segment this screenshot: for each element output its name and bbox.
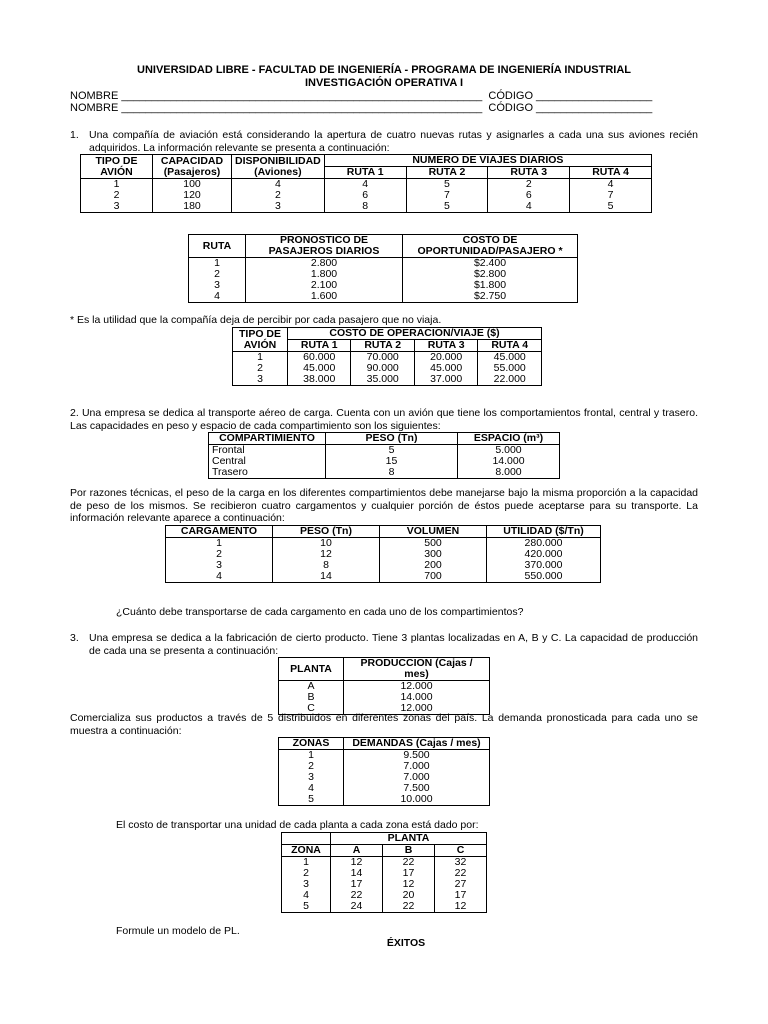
th-ruta-2: RUTA 2 (406, 167, 488, 179)
cell: 10.000 (344, 794, 490, 806)
cell: 700 (380, 571, 487, 583)
cell: 12 (435, 901, 487, 913)
cell: 55.000 (478, 363, 542, 374)
cell: 550.000 (487, 571, 601, 583)
problem-3-instruction: Formule un modelo de PL. (116, 925, 240, 937)
table-row (209, 467, 560, 479)
cell: 17 (435, 890, 487, 901)
cell: 15 (326, 456, 458, 467)
cell: $2.400 (403, 258, 578, 270)
operating-cost-table (232, 327, 542, 386)
th-a: A (331, 845, 383, 857)
cell: 12 (383, 879, 435, 890)
cell: 17 (331, 879, 383, 890)
cell: 200 (380, 560, 487, 571)
table-row (279, 794, 490, 806)
cell: C (279, 703, 344, 715)
cell: 17 (383, 868, 435, 879)
th-ruta-2b: RUTA 2 (351, 340, 414, 352)
cell: 5 (326, 445, 458, 457)
cell: 2.800 (246, 258, 403, 270)
th-ruta-4: RUTA 4 (570, 167, 652, 179)
cargo-table (165, 525, 601, 583)
th-peso-tn: PESO (Tn) (273, 526, 380, 538)
th-demandas: DEMANDAS (Cajas / mes) (344, 738, 490, 750)
th-costo-oportunidad: COSTO DE OPORTUNIDAD/PASAJERO * (403, 235, 578, 258)
cell: 45.000 (478, 352, 542, 364)
cell: 12 (331, 857, 383, 869)
cell: 45.000 (288, 363, 351, 374)
cell: 4 (282, 890, 331, 901)
cell: 4 (166, 571, 273, 583)
problem-3-text-3: El costo de transportar una unidad de cada planta a cada zona está dado por: (116, 819, 479, 831)
cell: 5.000 (458, 445, 560, 457)
cell: 2 (232, 190, 325, 201)
problem-3-text: Una empresa se dedica a la fabricación de cierto producto. Tiene 3 plantas localizadas en A, B y C. La capacidad de producción de cada una se presenta a continuación: (89, 632, 698, 657)
table-row (166, 571, 601, 583)
cell: 35.000 (351, 374, 414, 386)
cell: 8 (324, 201, 406, 213)
cell: 14 (273, 571, 380, 583)
cell: 4 (189, 291, 246, 303)
th-ruta-3: RUTA 3 (488, 167, 570, 179)
cell: 4 (324, 179, 406, 191)
cell: 12.000 (344, 703, 490, 715)
th-zona: ZONA (282, 845, 331, 857)
cell: 20 (383, 890, 435, 901)
problem-2-question: ¿Cuánto debe transportarse de cada cargamento en cada uno de los compartimientos? (116, 606, 524, 618)
problem-1-number: 1. (70, 129, 79, 141)
transport-cost-table (281, 832, 487, 913)
th-planta-header: PLANTA (331, 833, 487, 845)
cell: 1 (166, 538, 273, 550)
th-c: C (435, 845, 487, 857)
cell: 2 (233, 363, 288, 374)
cell: 7.500 (344, 783, 490, 794)
cell: 8 (326, 467, 458, 479)
problem-2-text: 2. Una empresa se dedica al transporte aéreo de carga. Cuenta con un avión que tiene los comportamientos frontal, central y trasero. Las capacidades en peso y espacio de cada compartimiento son los siguientes: (70, 407, 698, 432)
cell: 5 (406, 179, 488, 191)
table-row (282, 901, 487, 913)
cell: 22 (331, 890, 383, 901)
cell: 22.000 (478, 374, 542, 386)
cell: 7 (406, 190, 488, 201)
cell: B (279, 692, 344, 703)
cell: 2 (189, 269, 246, 280)
cell: 32 (435, 857, 487, 869)
cell: 500 (380, 538, 487, 550)
cell: 38.000 (288, 374, 351, 386)
problem-3-text-2: Comercializa sus productos a través de 5 distribuidos en diferentes zonas del país. La demanda pronosticada para cada uno se muestra a continuación: (70, 712, 698, 737)
cell: 3 (282, 879, 331, 890)
th-capacidad: CAPACIDAD (Pasajeros) (153, 155, 232, 179)
cell: 8.000 (458, 467, 560, 479)
th-volumen: VOLUMEN (380, 526, 487, 538)
cell: 60.000 (288, 352, 351, 364)
cell: 180 (153, 201, 232, 213)
cell: 8 (273, 560, 380, 571)
th-compartimiento: COMPARTIMIENTO (209, 433, 326, 445)
th-disponibilidad: DISPONIBILIDAD (Aviones) (232, 155, 325, 179)
cell: 90.000 (351, 363, 414, 374)
table-row (189, 291, 578, 303)
problem-3-number: 3. (70, 632, 79, 644)
cell: 2 (279, 761, 344, 772)
th-produccion: PRODUCCION (Cajas / mes) (344, 658, 490, 681)
cell: 5 (570, 201, 652, 213)
th-tipo-avion-2: TIPO DE AVIÓN (233, 328, 288, 352)
th-b: B (383, 845, 435, 857)
cell: 70.000 (351, 352, 414, 364)
th-peso: PESO (Tn) (326, 433, 458, 445)
plant-production-table (278, 657, 490, 715)
cell: 12 (273, 549, 380, 560)
cell: 5 (279, 794, 344, 806)
compartment-table (208, 432, 560, 479)
cell: 3 (166, 560, 273, 571)
cell: 4 (279, 783, 344, 794)
cell: 100 (153, 179, 232, 191)
cell: 7.000 (344, 761, 490, 772)
th-ruta-1: RUTA 1 (324, 167, 406, 179)
cell: $1.800 (403, 280, 578, 291)
th-empty (282, 833, 331, 845)
cell: 9.500 (344, 750, 490, 762)
cell: 2 (282, 868, 331, 879)
cell: 3 (81, 201, 153, 213)
cell: 22 (383, 901, 435, 913)
cell: 4 (488, 201, 570, 213)
cell: 2 (81, 190, 153, 201)
cell: 420.000 (487, 549, 601, 560)
cell: 45.000 (414, 363, 477, 374)
cell: 3 (232, 201, 325, 213)
cell: 2 (488, 179, 570, 191)
course-title: INVESTIGACIÓN OPERATIVA I (304, 77, 464, 89)
cell: 1 (279, 750, 344, 762)
th-ruta-4b: RUTA 4 (478, 340, 542, 352)
cell: 24 (331, 901, 383, 913)
aircraft-table (80, 154, 652, 213)
th-costo-operacion: COSTO DE OPERACION/VIAJE ($) (288, 328, 542, 340)
th-ruta-1b: RUTA 1 (288, 340, 351, 352)
cell: 12.000 (344, 681, 490, 693)
cell: 10 (273, 538, 380, 550)
th-utilidad: UTILIDAD ($/Tn) (487, 526, 601, 538)
cell: 1.800 (246, 269, 403, 280)
cell: 280.000 (487, 538, 601, 550)
cell: Trasero (209, 467, 326, 479)
th-tipo-avion: TIPO DE AVIÓN (81, 155, 153, 179)
name-code-row-2: NOMBRE ___________________________________________________________ CÓDIGO ___________________ (70, 102, 653, 114)
cell: 6 (488, 190, 570, 201)
cell: $2.750 (403, 291, 578, 303)
cell: 7 (570, 190, 652, 201)
cell: 1 (81, 179, 153, 191)
problem-2-text-2: Por razones técnicas, el peso de la carga en los diferentes compartimientos debe manejarse bajo la misma proporción a la capacidad de peso de los mismos. Se recibieron cuatro cargamentos y cualquier porción de éstos puede aceptarse para su transporte. La información relevante aparece a continuación: (70, 487, 698, 524)
cell: 14 (331, 868, 383, 879)
cell: 3 (189, 280, 246, 291)
cell: 7.000 (344, 772, 490, 783)
cell: 6 (324, 190, 406, 201)
th-ruta-3b: RUTA 3 (414, 340, 477, 352)
th-ruta: RUTA (189, 235, 246, 258)
cell: 4 (232, 179, 325, 191)
cell: 1 (282, 857, 331, 869)
cell: A (279, 681, 344, 693)
th-espacio: ESPACIO (m³) (458, 433, 560, 445)
name-code-row-1: NOMBRE ___________________________________________________________ CÓDIGO ___________________ (70, 90, 653, 102)
footnote: * Es la utilidad que la compañía deja de percibir por cada pasajero que no viaja. (70, 314, 442, 326)
cell: 3 (233, 374, 288, 386)
zone-demand-table (278, 737, 490, 806)
cell: Frontal (209, 445, 326, 457)
cell: 37.000 (414, 374, 477, 386)
university-header: UNIVERSIDAD LIBRE - FACULTAD DE INGENIERÍA - PROGRAMA DE INGENIERÍA INDUSTRIAL (137, 64, 631, 76)
cell: 20.000 (414, 352, 477, 364)
th-zonas: ZONAS (279, 738, 344, 750)
cell: 2 (166, 549, 273, 560)
cell: 14.000 (458, 456, 560, 467)
cell: 3 (279, 772, 344, 783)
cell: 1.600 (246, 291, 403, 303)
cell: $2.800 (403, 269, 578, 280)
cell: 22 (435, 868, 487, 879)
th-planta: PLANTA (279, 658, 344, 681)
problem-1-text: Una compañía de aviación está considerando la apertura de cuatro nuevas rutas y asignarles a cada una sus aviones recién adquiridos. La información relevante se presenta a continuación: (89, 129, 698, 154)
cell: 22 (383, 857, 435, 869)
cell: 1 (189, 258, 246, 270)
cell: 5 (282, 901, 331, 913)
th-cargamento: CARGAMENTO (166, 526, 273, 538)
table-row (189, 280, 578, 291)
cell: 2.100 (246, 280, 403, 291)
cell: 370.000 (487, 560, 601, 571)
cell: 27 (435, 879, 487, 890)
closing-text: ÉXITOS (386, 937, 426, 949)
table-row (81, 201, 652, 213)
route-forecast-table (188, 234, 578, 303)
cell: 120 (153, 190, 232, 201)
cell: 300 (380, 549, 487, 560)
cell: 1 (233, 352, 288, 364)
th-viajes-diarios: NUMERO DE VIAJES DIARIOS (324, 155, 651, 167)
table-row (233, 374, 542, 386)
th-pronostico: PRONOSTICO DE PASAJEROS DIARIOS (246, 235, 403, 258)
table-row (189, 269, 578, 280)
table-row (189, 258, 578, 270)
cell: Central (209, 456, 326, 467)
cell: 5 (406, 201, 488, 213)
cell: 4 (570, 179, 652, 191)
cell: 14.000 (344, 692, 490, 703)
